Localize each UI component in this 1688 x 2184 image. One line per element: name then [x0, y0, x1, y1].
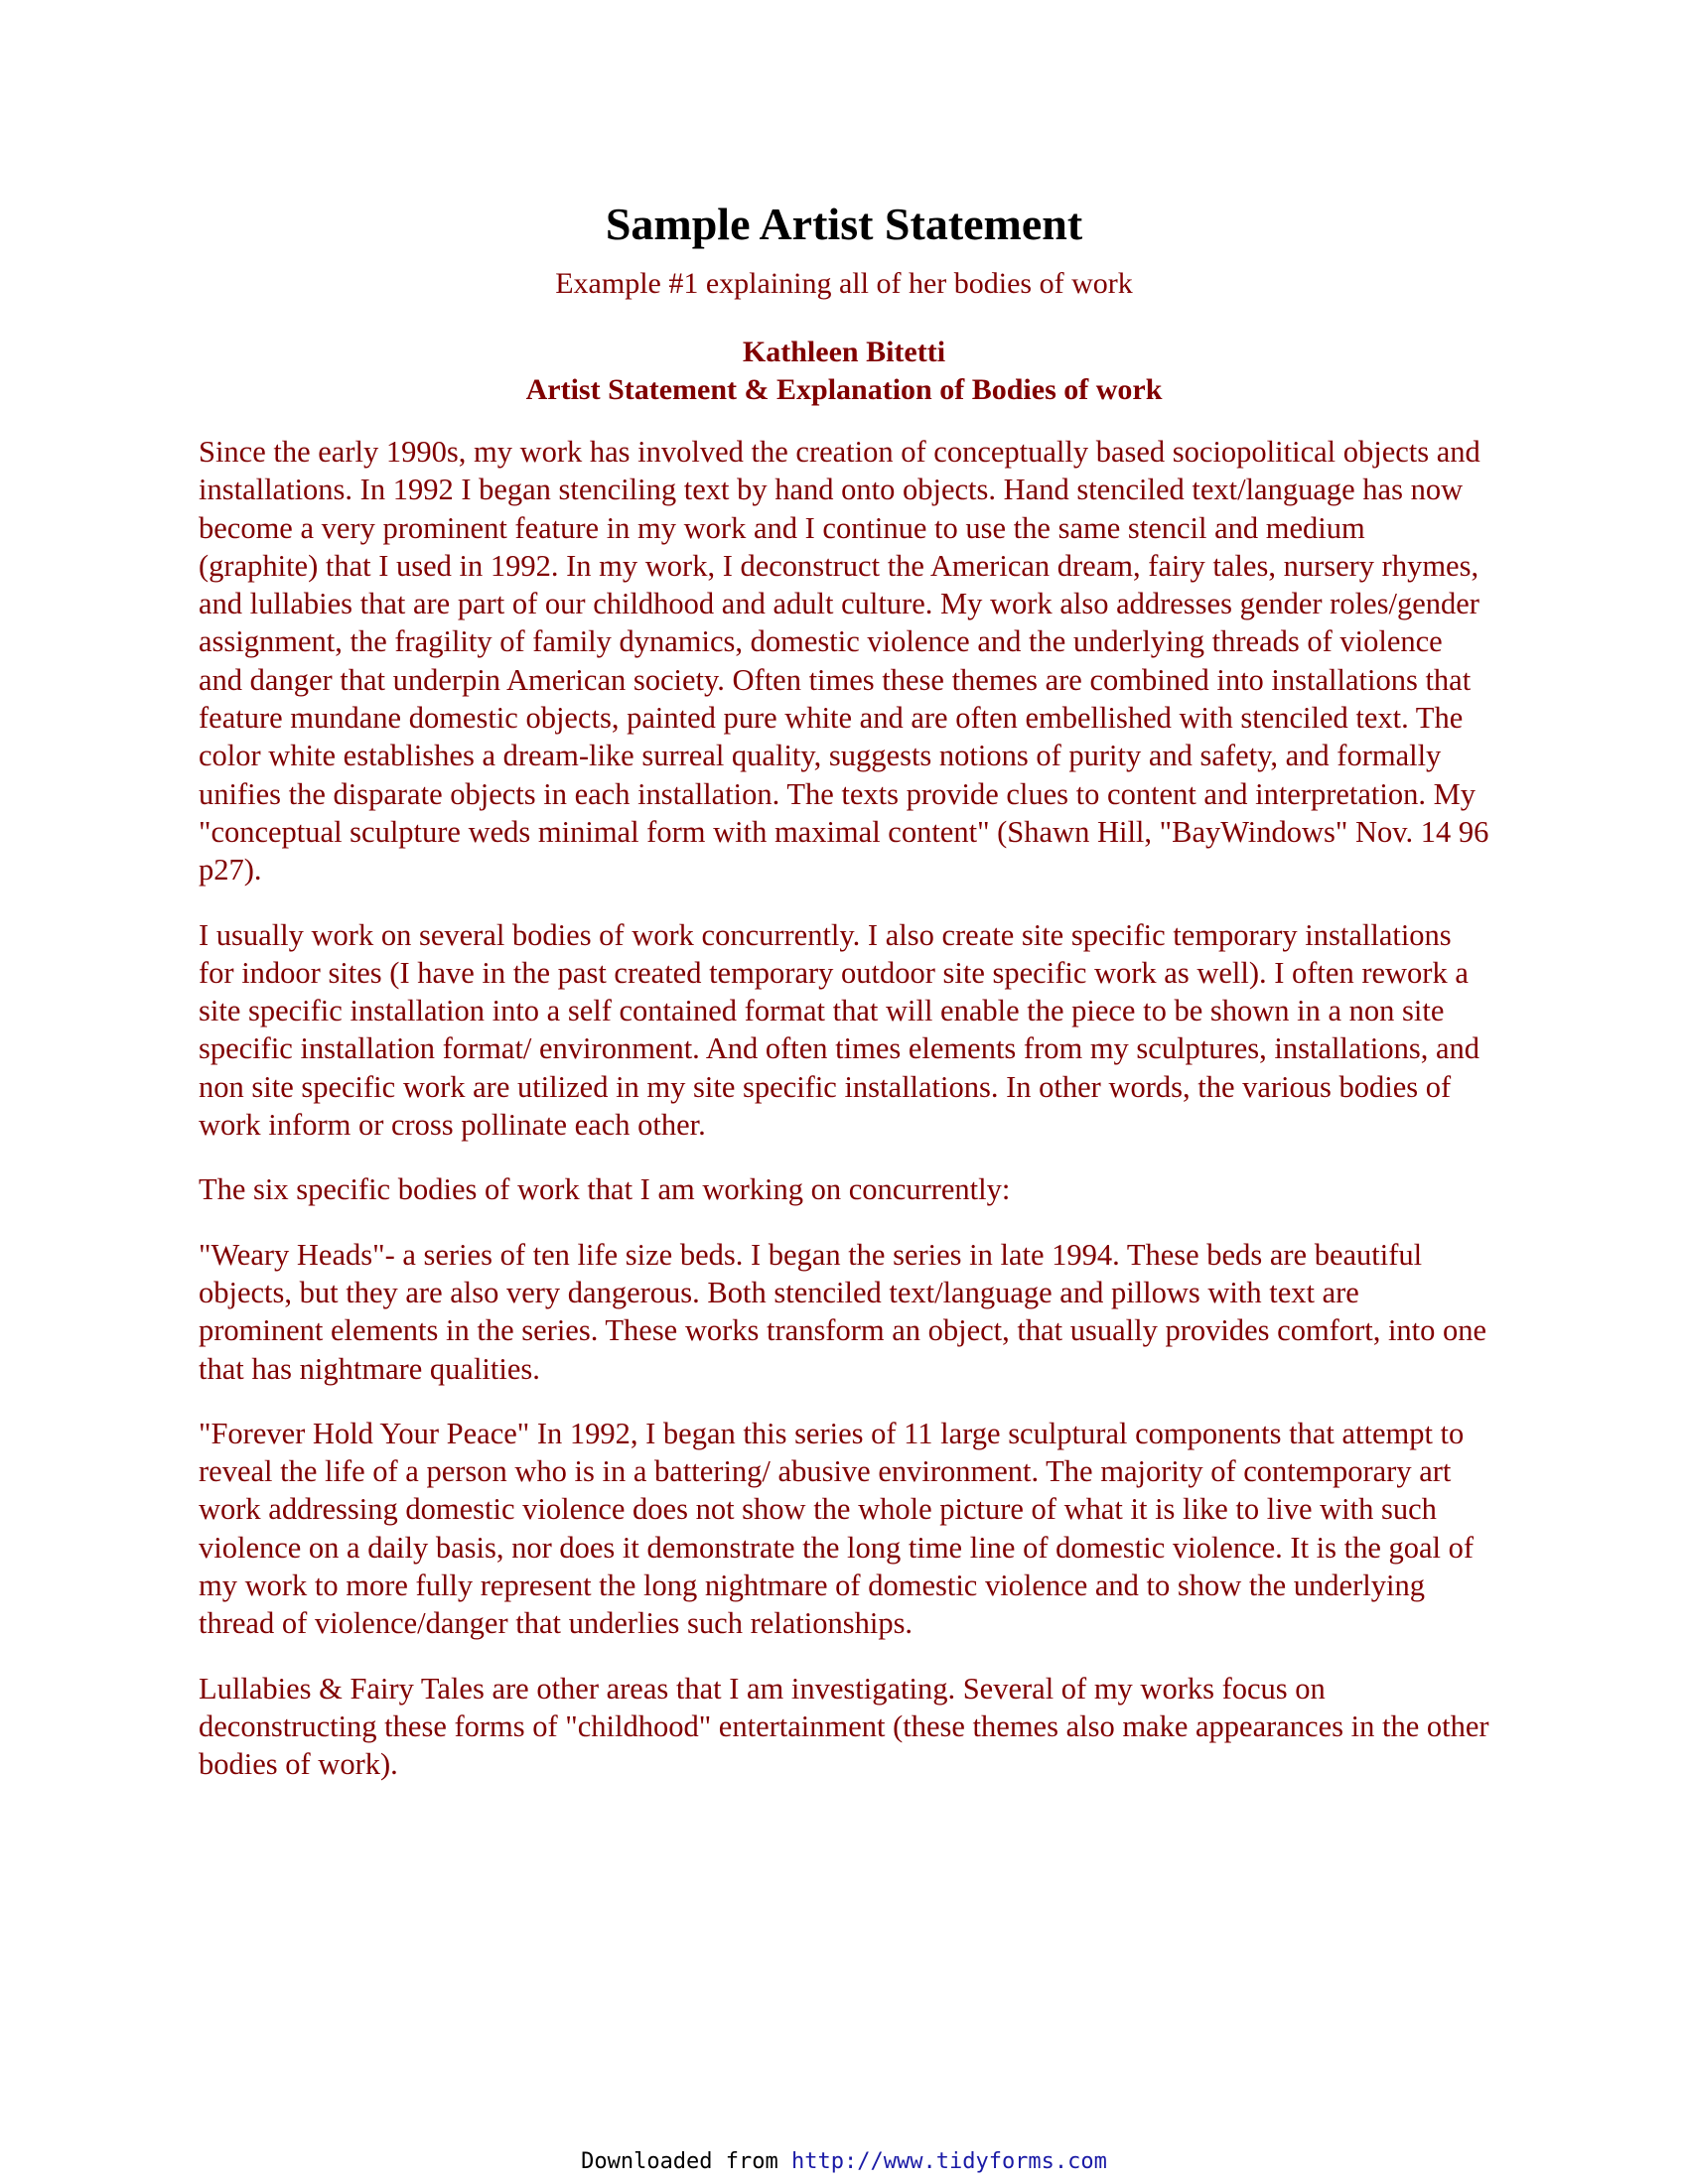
document-body [199, 433, 1489, 1811]
footer-download-note [0, 2148, 1688, 2176]
document-title: Sample Artist Statement [605, 199, 1083, 249]
author-name: Kathleen Bitetti [742, 336, 946, 368]
section-heading: Artist Statement & Explanation of Bodies of work [525, 373, 1163, 406]
paragraph-forever-hold-your-peace: "Forever Hold Your Peace" In 1992, I began this series of 11 large sculptural components that attempt to reveal the life of a person who is in a battering/ abusive environment. The majority of contemporary art work addressing domestic violence does not show the whole picture of what it is like to live with such violence on a daily basis, nor does it demonstrate the long time line of domestic violence. It is the goal of my work to more fully represent the long nightmare of domestic violence and to show the underlying thread of violence/danger that underlies such relationships. [199, 1416, 1475, 1641]
paragraph-lullabies: Lullabies & Fairy Tales are other areas that I am investigating. Several of my works focus on deconstructing these forms of "childhood" entertainment (these themes also make appearances in the other bodies of work). [199, 1671, 1489, 1782]
footer-link[interactable]: http://www.tidyforms.com [791, 2149, 1107, 2174]
paragraph-weary-heads: "Weary Heads"- a series of ten life size beds. I began the series in late 1994. These beds are beautiful objects, but they are also very dangerous. Both stenciled text/language and pillows with text are prominent elements in the series. These works transform an object, that usually provides comfort, into one that has nightmare qualities. [199, 1237, 1487, 1386]
footer-prefix: Downloaded from [581, 2149, 792, 2174]
paragraph-six-bodies: The six specific bodies of work that I am working on concurrently: [199, 1172, 1011, 1207]
paragraph-intro: Since the early 1990s, my work has involved the creation of conceptually based sociopolitical objects and installations. In 1992 I began stenciling text by hand onto objects. Hand stenciled text/language has now become a very prominent feature in my work and I continue to use the same stencil and medium (graphite) that I used in 1992. In my work, I deconstruct the American dream, fairy tales, nursery rhymes, and lullabies that are part of our childhood and adult culture. My work also addresses gender roles/gender assignment, the fragility of family dynamics, domestic violence and the underlying threads of violence and danger that underpin American society. Often times these themes are combined into installations that feature mundane domestic objects, painted pure white and are often embellished with stenciled text. The color white establishes a dream-like surreal quality, suggests notions of purity and safety, and formally unifies the disparate objects in each installation. The texts provide clues to content and interpretation. My "conceptual sculpture weds minimal form with maximal content" (Shawn Hill, "BayWindows" Nov. 14 96 p27). [199, 435, 1489, 887]
paragraph-bodies-of-work: I usually work on several bodies of work concurrently. I also create site specific temporary installations for indoor sites (I have in the past created temporary outdoor site specific work as well). I often rework a site specific installation into a self contained format that will enable the piece to be shown in a non site specific installation format/ environment. And often times elements from my sculptures, installations, and non site specific work are utilized in my site specific installations. In other words, the various bodies of work inform or cross pollinate each other. [199, 917, 1480, 1143]
document-subtitle: Example #1 explaining all of her bodies of work [555, 267, 1133, 300]
